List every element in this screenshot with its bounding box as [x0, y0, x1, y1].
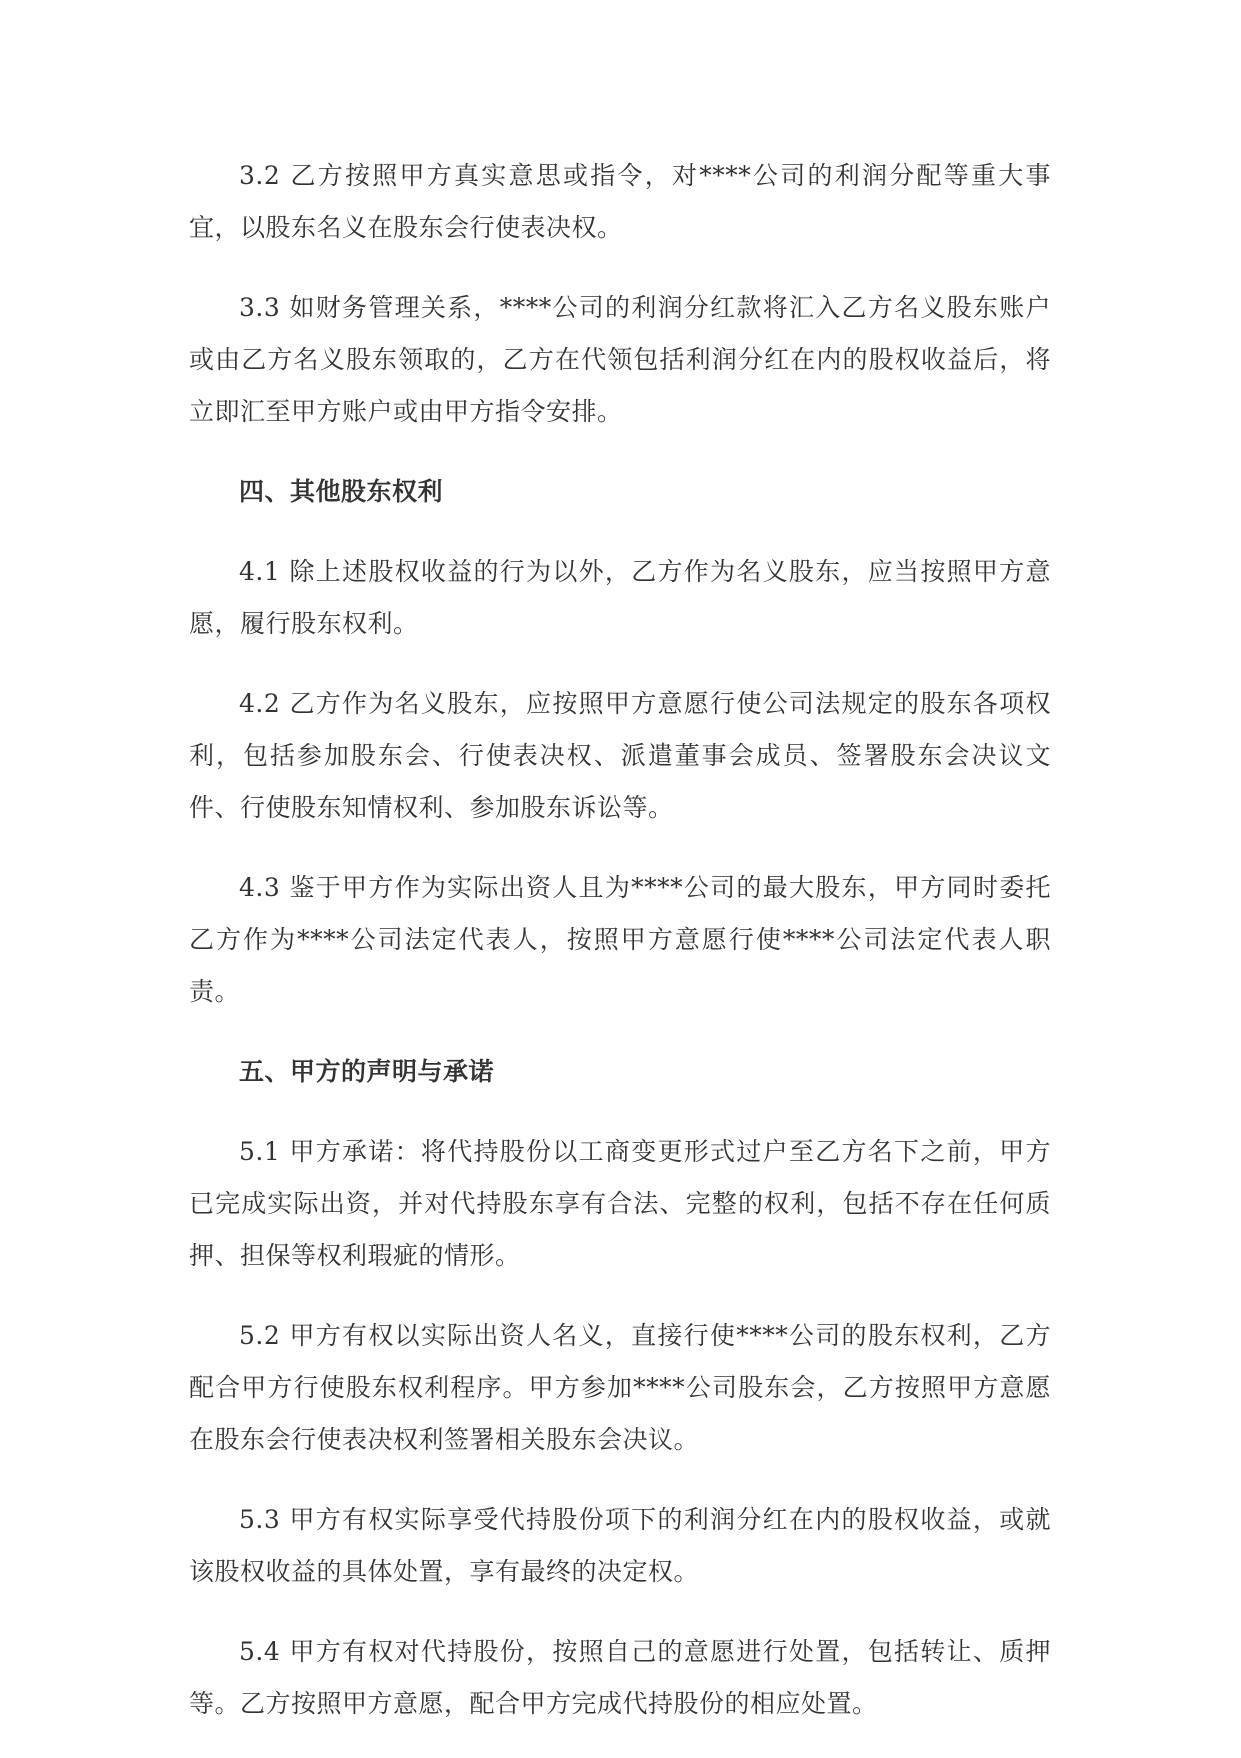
paragraph-4-2: 4.2 乙方作为名义股东，应按照甲方意愿行使公司法规定的股东各项权利，包括参加股东会、行使表决权、派遣董事会成员、签署股东会决议文件、行使股东知情权利、参加股东诉讼等。: [189, 689, 1051, 822]
paragraph-4-1: 4.1 除上述股权收益的行为以外，乙方作为名义股东，应当按照甲方意愿，履行股东权利。: [189, 557, 1051, 638]
document-page: [189, 150, 1051, 1758]
paragraph-5-1: 5.1 甲方承诺：将代持股份以工商变更形式过户至乙方名下之前，甲方已完成实际出资，并对代持股东享有合法、完整的权利，包括不存在任何质押、担保等权利瑕疵的情形。: [189, 1137, 1051, 1270]
paragraph-5-2: 5.2 甲方有权以实际出资人名义，直接行使****公司的股东权利，乙方配合甲方行使股东权利程序。甲方参加****公司股东会，乙方按照甲方意愿在股东会行使表决权利签署相关股东会决议。: [189, 1321, 1051, 1454]
paragraph-5-3: 5.3 甲方有权实际享受代持股份项下的利润分红在内的股权收益，或就该股权收益的具体处置，享有最终的决定权。: [189, 1505, 1051, 1586]
section-heading-4: 四、其他股东权利: [239, 477, 444, 506]
paragraph-3-2: 3.2 乙方按照甲方真实意思或指令，对****公司的利润分配等重大事宜，以股东名义在股东会行使表决权。: [189, 161, 1051, 242]
section-heading-5: 五、甲方的声明与承诺: [239, 1057, 495, 1086]
paragraph-4-3: 4.3 鉴于甲方作为实际出资人且为****公司的最大股东，甲方同时委托乙方作为****公司法定代表人，按照甲方意愿行使****公司法定代表人职责。: [189, 873, 1051, 1006]
paragraph-5-4: 5.4 甲方有权对代持股份，按照自己的意愿进行处置，包括转让、质押等。乙方按照甲方意愿，配合甲方完成代持股份的相应处置。: [189, 1637, 1051, 1718]
paragraph-3-3: 3.3 如财务管理关系，****公司的利润分红款将汇入乙方名义股东账户或由乙方名义股东领取的，乙方在代领包括利润分红在内的股权收益后，将立即汇至甲方账户或由甲方指令安排。: [189, 293, 1051, 426]
